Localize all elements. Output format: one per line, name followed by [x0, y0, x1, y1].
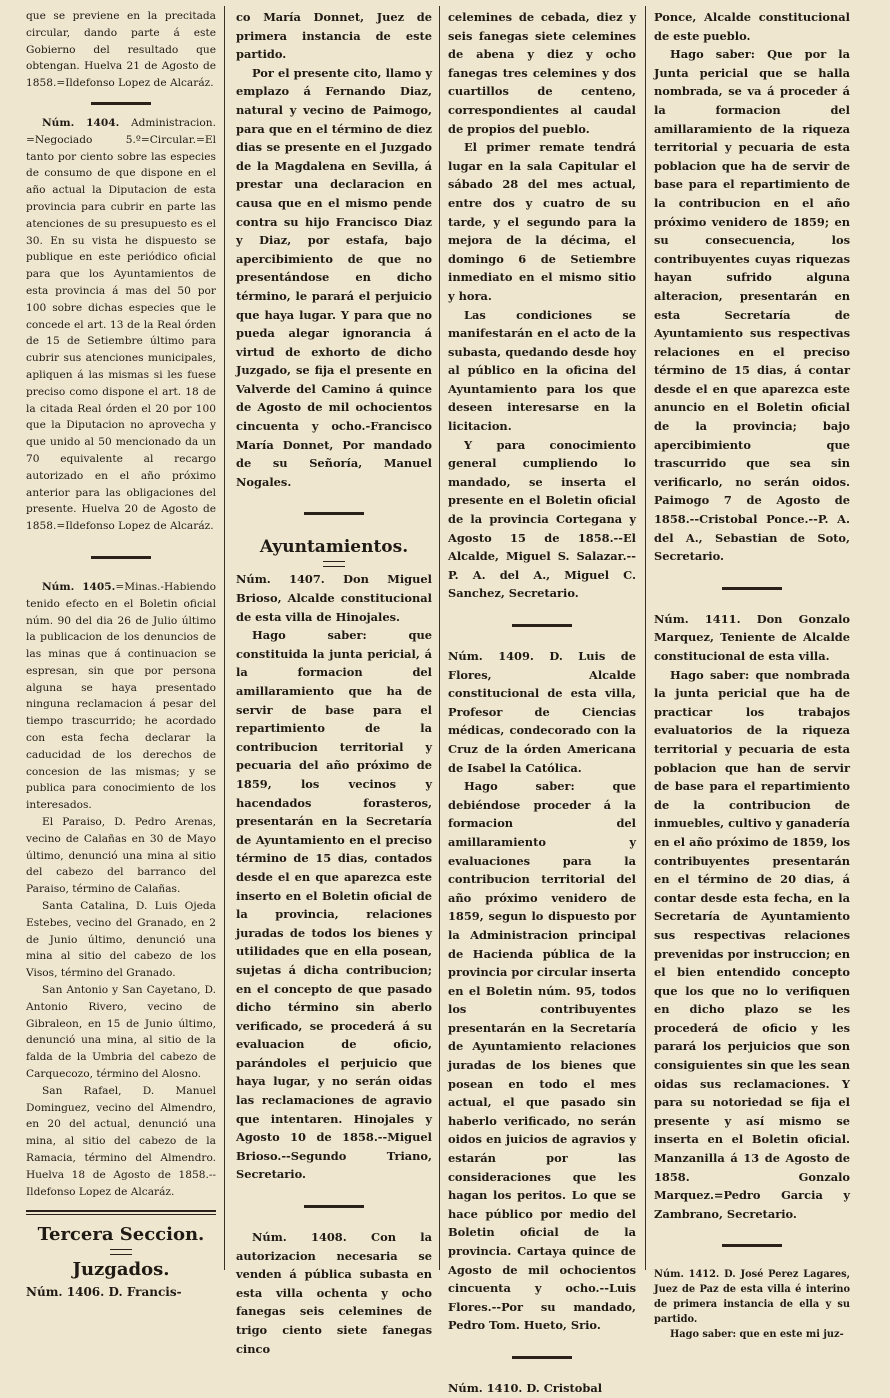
- notice-1410-cont: Ponce, Alcalde constitucional de este pueblo.: [654, 10, 850, 43]
- column-divider: [224, 6, 225, 1270]
- notice-number: Núm. 1408.: [252, 1230, 347, 1245]
- notice-separator: [26, 541, 216, 573]
- title-ornament: [110, 1249, 132, 1255]
- notice-body: =Minas.-Habiendo tenido efecto en el Boletin oficial núm. 90 del dia 26 de Julio último la publicacion de los denuncios de las minas que á continuacion se espresan, sin que por persona alguna se haya presentado ninguna reclamacion á pesar del tiempo trascurrido; he acordado con esta fecha declarar la caducidad de los derechos de concesion de las mismas; y se publica para conocimiento de los interesados.: [26, 580, 216, 812]
- column-divider: [645, 6, 646, 1270]
- notice-1411: [654, 610, 850, 666]
- notice-1406: [26, 1284, 216, 1301]
- title-ornament: [323, 561, 345, 567]
- notice-number: Núm. 1405.: [42, 580, 116, 593]
- column-divider: [439, 6, 440, 1270]
- notice-1408-closing: Y para conocimiento general cumpliendo lo mandado, se inserta el presente en el Boletin oficial de la provincia Cortegana y Agosto 15 de 1858.--El Alcalde, Miguel S. Salazar.--P. A. del A., Miguel C. Sanchez, Secretario.: [448, 437, 636, 601]
- mine-entry: Santa Catalina, D. Luis Ojeda Estebes, vecino del Granado, en 2 de Junio último, denunció una mina al sitio del cabezo de los Visos, término del Granado.: [26, 900, 216, 980]
- notice-separator: [654, 1229, 850, 1261]
- mine-entry: San Rafael, D. Manuel Dominguez, vecino del Almendro, en 20 del actual, denunció una mina, al sitio del cabezo de la Ramacia, término del Almendro. Huelva 18 de Agosto de 1858.--Ildefonso Lopez de Alcaráz.: [26, 1084, 216, 1198]
- notice-1409: [448, 647, 636, 777]
- notice-1408-auction: El primer remate tendrá lugar en la sala Capitular el sábado 28 del mes actual, entre dos y cuatro de su tarde, y el segundo para la mejora de la décima, el domingo 6 de Setiembre inmediato en el mismo sitio y hora.: [448, 140, 636, 303]
- notice-body: D. José Perez Lagares, Juez de Paz de esta villa é interino de primera instancia de ella y su partido.: [654, 1269, 850, 1326]
- section-title-juzgados: Juzgados.: [72, 1259, 170, 1281]
- mine-entry: San Antonio y San Cayetano, D. Antonio Rivero, vecino de Gibraleon, en 15 de Junio último, denunció una mina, al sitio de la falda de la Umbria del cabezo de Carquecozo, término del Alosno.: [26, 984, 216, 1081]
- notice-separator: [448, 1341, 636, 1373]
- notice-1407-body: Hago saber: que constituida la junta pericial, á la formacion del amillaramiento que ha de servir de base para el repartimiento de la contribucion territorial y pecuaria del año próximo de 1859, los vecinos y hacendados forasteros, presentarán en la Secretaría de Ayuntamiento en el preciso término de 15 dias, contados desde el en que aparezca este inserto en el Boletin oficial de la provincia, relaciones juradas de todos los bienes y utilidades que en ella posean, sujetas á dicha contribucion; en el concepto de que pasado dicho término sin aberlo verificado, se procederá á su evaluacion de oficio, parándoles el perjuicio que haya lugar, y no serán oidas las reclamaciones de agravio que intentaren. Hinojales y Agosto 10 de 1858.--Miguel Brioso.--Segundo Triano, Secretario.: [236, 628, 432, 1182]
- notice-body: Administracion. =Negociado 5.º=Circular.=El tanto por ciento sobre las especies de consumo de que dispone en el año actual la Diputacion de esta provincia para cubrir en parte las atenciones de su presupuesto es el 30. En su vista he dispuesto se publique en este periódico oficial para que los Ayuntamientos de esta provincia á mas del 50 por 100 sobre dichas especies que le concede el art. 13 de la Real órden de 15 de Setiembre último para cubrir sus atenciones municipales, apliquen á las mismas si les fuese preciso como dispone el art. 18 de la citada Real órden el 20 por 100 que la Diputacion no aprovecha y que unido al 50 mencionado da un 70 equivalente al recargo autorizado en el año próximo anterior para las obligaciones del presente. Huelva 20 de Agosto de 1858.=Ildefonso Lopez de Alcaráz.: [26, 116, 216, 533]
- notice-body: Con la autorizacion necesaria se venden á pública subasta en esta villa ochenta y ocho fanegas seis celemines de trigo ciento siete fanegas cinco: [236, 1230, 432, 1356]
- notice-number: Núm. 1410.: [448, 1380, 523, 1395]
- notice-1405: [26, 579, 216, 814]
- notice-body: Don Gonzalo Marquez, Teniente de Alcalde constitucional de esta villa.: [654, 611, 850, 663]
- notice-separator: [448, 609, 636, 641]
- notice-1406-cont: co María Donnet, Juez de primera instancia de este partido.: [236, 10, 432, 62]
- notice-1410-body: Hago saber: Que por la Junta pericial que se halla nombrada, se va á proceder á la formacion del amillaramiento de la riqueza territorial y pecuaria de esta poblacion que ha de servir de base para el repartimiento de la contribucion en el año próximo venidero de 1859; en su consecuencia, los contribuyentes cuyas riquezas hayan sufrido alguna alteracion, presentarán en esta Secretaría de Ayuntamiento sus respectivas relaciones en el preciso término de 15 dias, á contar desde el en que aparezca este anuncio en el Boletin oficial de la provincia; bajo apercibimiento que trascurrido que sea sin verificarlo, no serán oidos. Paimogo 7 de Agosto de 1858.--Cristobal Ponce.--P. A. del A., Sebastian de Soto, Secretario.: [654, 47, 850, 564]
- notice-1407: [236, 570, 432, 626]
- notice-number: Núm. 1407.: [236, 572, 325, 587]
- notice-separator: [654, 572, 850, 604]
- notice-separator: [236, 1190, 432, 1222]
- notice-body: D. Francis-: [108, 1285, 182, 1300]
- notice-number: Núm. 1409.: [448, 649, 534, 663]
- mine-entry: El Paraiso, D. Pedro Arenas, vecino de Calañas en 30 de Mayo último, denunció una mina al sitio del cabezo del barranco del Paraiso, término de Calañas.: [26, 816, 216, 896]
- notice-body: Don Miguel Brioso, Alcalde constitucional de esta villa de Hinojales.: [236, 572, 432, 624]
- section-title-tercera: Tercera Seccion.: [37, 1224, 205, 1246]
- notice-body: D. Luis de Flores, Alcalde constitucional de esta villa, Profesor de Ciencias médicas, condecorado con la Cruz de la órden Americana de Isabel la Católica.: [448, 649, 636, 775]
- notice-1411-body: Hago saber: que nombrada la junta pericial que ha de practicar los trabajos evaluatorios de la riqueza territorial y pecuaria de esta poblacion que han de servir de base para el repartimiento de la contribucion de inmuebles, cultivo y ganadería en el año próximo de 1859, los contribuyentes presentarán en el término de 20 dias, á contar desde esta fecha, en la Secretaría de Ayuntamiento sus respectivas relaciones prevenidas por instruccion; en el bien entendido concepto que los que no lo verifiquen en dicho plazo se les procederá de oficio y les parará los perjuicios que son consiguientes sin que les sean oidas sus reclamaciones. Y para su notoriedad se fija el presente y así mismo se inserta en el Boletin oficial. Manzanilla á 13 de Agosto de 1858. Gonzalo Marquez.=Pedro Garcia y Zambrano, Secretario.: [654, 667, 850, 1221]
- notice-1408-conditions: Las condiciones se manifestarán en el acto de la subasta, quedando desde hoy al público en la oficina del Ayuntamiento para los que deseen interesarse en la licitacion.: [448, 307, 636, 434]
- column-4: [654, 8, 850, 1341]
- column-1: [26, 8, 216, 1300]
- notice-1403-end: que se previene en la precitada circular, dando parte á este Gobierno del resultado que obtengan. Huelva 21 de Agosto de 1858.=Ildefonso Lopez de Alcaráz.: [26, 10, 216, 90]
- section-title-ayuntamientos: Ayuntamientos.: [259, 537, 409, 558]
- column-3: [448, 8, 636, 1395]
- notice-separator: [236, 497, 432, 529]
- notice-1404: [26, 115, 216, 535]
- notice-number: Núm. 1406.: [26, 1285, 105, 1300]
- notice-number: Núm. 1404.: [42, 116, 120, 129]
- notice-1410: [448, 1379, 636, 1398]
- notice-1406-body: Por el presente cito, llamo y emplazo á Fernando Diaz, natural y vecino de Paimogo, para que en el término de diez dias se presente en el Juzgado de la Magdalena en Sevilla, á prestar una declaracion en causa que en el mismo pende contra su hijo Francisco Diaz y Diaz, por estafa, bajo apercibimiento de que no presentándose en dicho término, le parará el perjuicio que haya lugar. Y para que no pueda alegar ignorancia á virtud de exhorto de dicho Juzgado, se fija el presente en Valverde del Camino á quince de Agosto de mil ochocientos cincuenta y ocho.-Francisco María Donnet, Por mandado de su Señoría, Manuel Nogales.: [236, 65, 432, 489]
- notice-1408: [236, 1228, 432, 1358]
- notice-1412: [654, 1267, 850, 1327]
- notice-1408-cont: celemines de cebada, diez y seis fanegas siete celemines de abena y diez y ocho fanegas tres celemines y dos cuartillos de centeno, correspondientes al caudal de propios del pueblo.: [448, 10, 636, 136]
- notice-1409-body: Hago saber: que debiéndose proceder á la formacion del amillaramiento y evaluaciones para la contribucion territorial del año próximo venidero de 1859, segun lo dispuesto por la Administracion principal de Hacienda pública de la provincia por circular inserta en el Boletin núm. 95, todos los contribuyentes presentarán en la Secretaría de Ayuntamiento relaciones juradas de los bienes que posean en todo el mes actual, el que pasado sin haberlo verificado, no serán oidos en juicios de agravios y estarán por las consideraciones que les hagan los peritos. Lo que se hace público por medio del Boletin oficial de la provincia. Cartaya quince de Agosto de mil ochocientos cincuenta y ocho.--Luis Flores.--Por su mandado, Pedro Tom. Hueto, Srio.: [448, 779, 636, 1333]
- notice-number: Núm. 1411.: [654, 611, 741, 626]
- notice-separator: [26, 98, 216, 109]
- column-2: [236, 8, 432, 1356]
- notice-body: D. Cristobal: [526, 1380, 603, 1395]
- section-rule: [26, 1210, 216, 1215]
- notice-number: Núm. 1412.: [654, 1269, 720, 1281]
- notice-1412-body: Hago saber: que en este mi juz-: [670, 1329, 844, 1341]
